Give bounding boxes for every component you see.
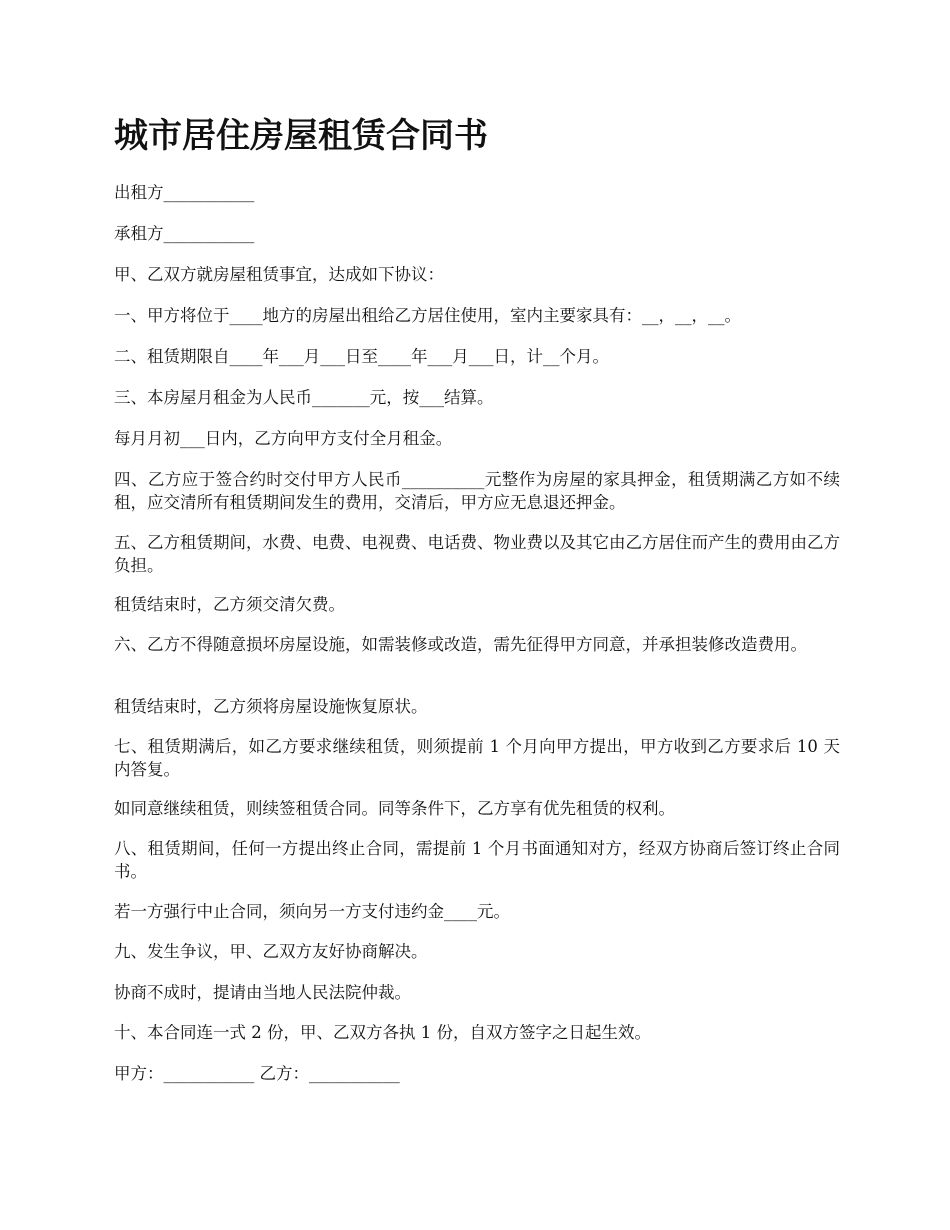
clause-7: 七、租赁期满后，如乙方要求继续租赁，则须提前 1 个月向甲方提出，甲方收到乙方要求后 10 天内答复。 — [114, 737, 840, 779]
clause-4: 四、乙方应于签合约时交付甲方人民币__________元整作为房屋的家具押金，租赁期满乙方如不续租，应交清所有租赁期间发生的费用，交清后，甲方应无息退还押金。 — [114, 470, 840, 512]
clause-6: 六、乙方不得随意损坏房屋设施，如需装修或改造，需先征得甲方同意，并承担装修改造费用。 — [114, 635, 807, 654]
clause-2: 二、租赁期限自____年___月___日至____年___月___日，计__个月。 — [114, 347, 609, 366]
clause-8: 八、租赁期间，任何一方提出终止合同，需提前 1 个月书面通知对方，经双方协商后签订终止合同书。 — [114, 839, 840, 881]
document-title: 城市居住房屋租赁合同书 — [114, 116, 488, 156]
clause-1: 一、甲方将位于____地方的房屋出租给乙方居住使用，室内主要家具有：__，__，__。 — [114, 306, 741, 325]
clause-3-note: 每月月初___日内，乙方向甲方支付全月租金。 — [114, 429, 453, 448]
clause-9-note: 协商不成时，提请由当地人民法院仲裁。 — [114, 983, 411, 1002]
clause-10: 十、本合同连一式 2 份，甲、乙双方各执 1 份，自双方签字之日起生效。 — [114, 1023, 651, 1042]
lessee-line: 承租方___________ — [114, 224, 255, 243]
clause-7-note: 如同意继续租赁，则续签租赁合同。同等条件下，乙方享有优先租赁的权利。 — [114, 799, 675, 818]
signature-line: 甲方：___________ 乙方：___________ — [114, 1064, 400, 1083]
clause-6-note: 租赁结束时，乙方须将房屋设施恢复原状。 — [114, 697, 428, 716]
clause-5: 五、乙方租赁期间，水费、电费、电视费、电话费、物业费以及其它由乙方居住而产生的费用由乙方负担。 — [114, 533, 840, 575]
agreement-intro: 甲、乙双方就房屋租赁事宜，达成如下协议： — [114, 265, 444, 284]
clause-3: 三、本房屋月租金为人民币_______元，按___结算。 — [114, 388, 494, 407]
clause-9: 九、发生争议，甲、乙双方友好协商解决。 — [114, 942, 428, 961]
lessor-line: 出租方___________ — [114, 183, 255, 202]
clause-8-note: 若一方强行中止合同，须向另一方支付违约金____元。 — [114, 902, 510, 921]
clause-5-note: 租赁结束时，乙方须交清欠费。 — [114, 595, 345, 614]
